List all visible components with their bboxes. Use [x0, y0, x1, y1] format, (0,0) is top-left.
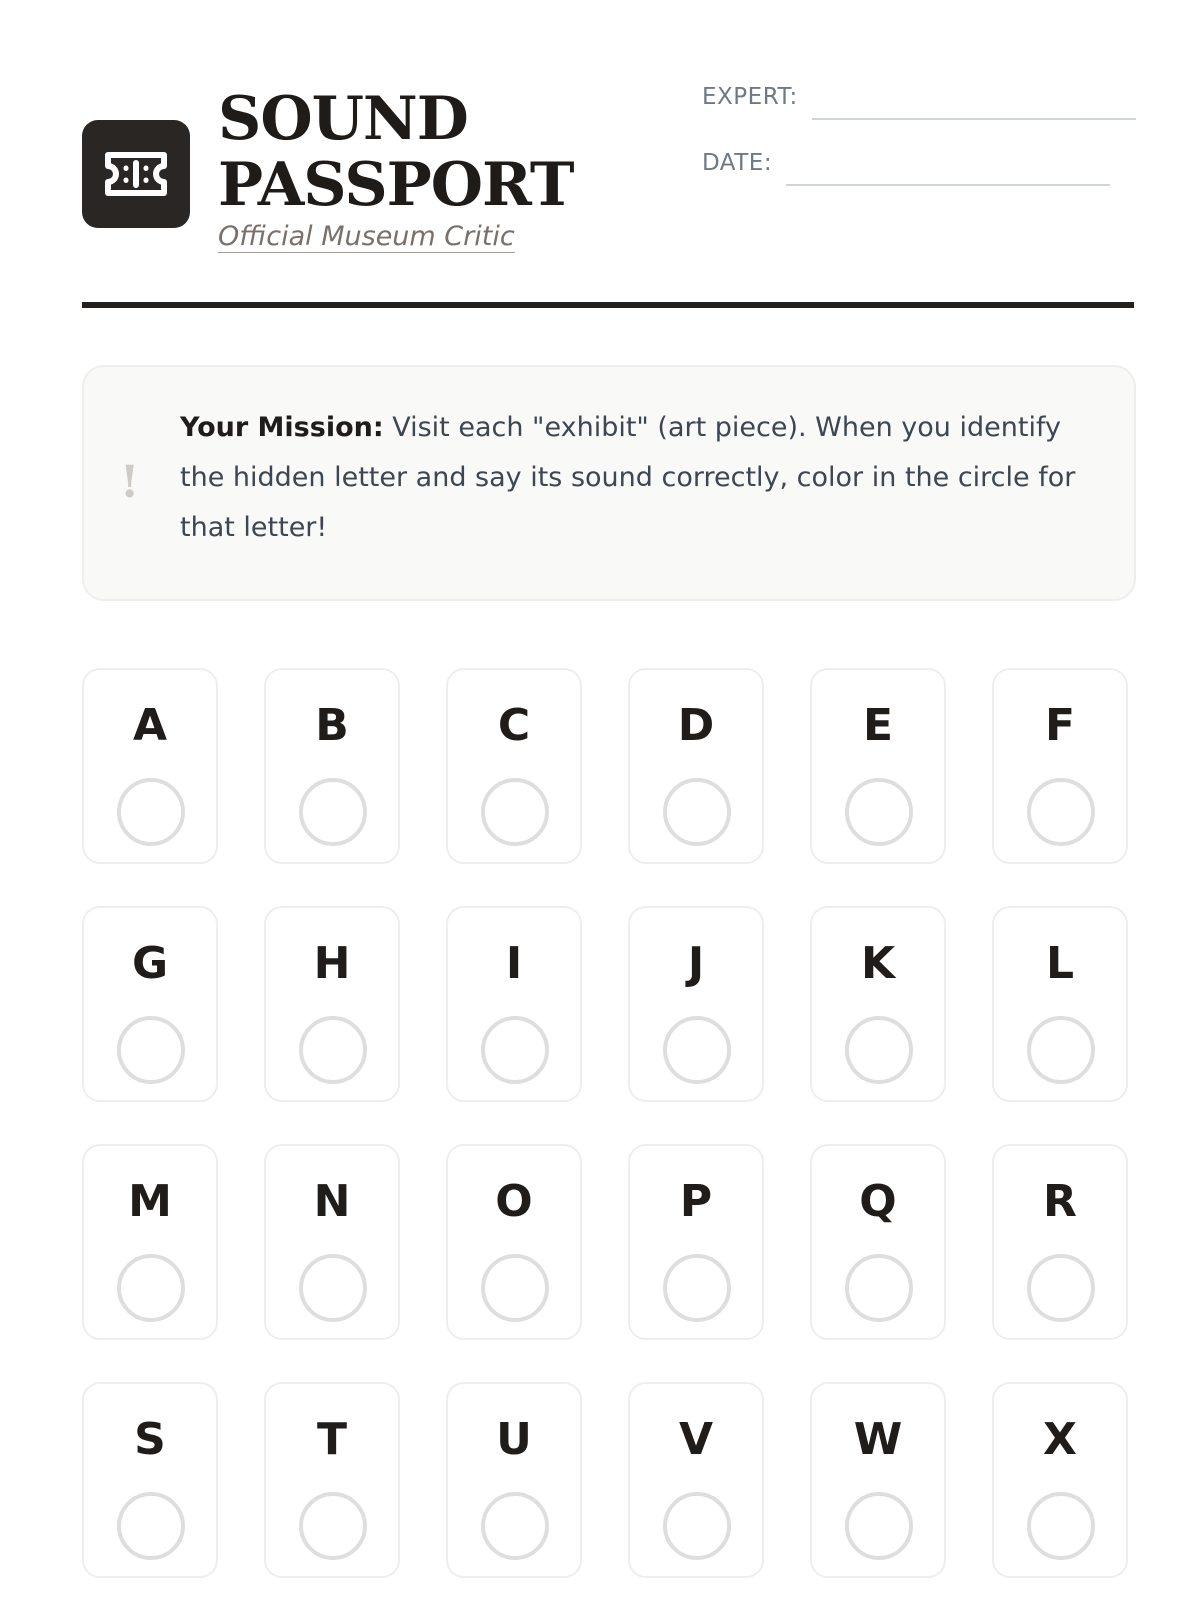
ticket-icon	[104, 151, 168, 197]
mission-text	[180, 403, 1080, 553]
color-in-circle[interactable]	[117, 1492, 185, 1560]
letter-label: H	[313, 938, 351, 989]
letter-card	[82, 906, 218, 1102]
letter-card	[992, 668, 1128, 864]
color-in-circle[interactable]	[481, 1254, 549, 1322]
letter-card	[810, 1382, 946, 1578]
color-in-circle[interactable]	[845, 1254, 913, 1322]
color-in-circle[interactable]	[663, 1254, 731, 1322]
letter-label: A	[132, 700, 168, 751]
page-subtitle: Official Museum Critic	[218, 221, 515, 252]
letter-label: L	[1045, 938, 1075, 989]
letter-card	[82, 1144, 218, 1340]
letter-card	[628, 1382, 764, 1578]
color-in-circle[interactable]	[481, 1492, 549, 1560]
mission-box	[82, 365, 1136, 601]
color-in-circle[interactable]	[1027, 1016, 1095, 1084]
color-in-circle[interactable]	[663, 1016, 731, 1084]
color-in-circle[interactable]	[845, 1492, 913, 1560]
letter-card	[446, 1144, 582, 1340]
page-title-line-2: PASSPORT	[218, 150, 574, 220]
color-in-circle[interactable]	[117, 1254, 185, 1322]
color-in-circle[interactable]	[299, 778, 367, 846]
color-in-circle[interactable]	[663, 778, 731, 846]
letter-label: R	[1043, 1176, 1077, 1227]
exclamation-icon: !	[120, 457, 140, 508]
color-in-circle[interactable]	[299, 1254, 367, 1322]
letter-card	[992, 906, 1128, 1102]
color-in-circle[interactable]	[1027, 1492, 1095, 1560]
letter-card	[264, 668, 400, 864]
page-title-line-1: SOUND	[218, 84, 468, 154]
letter-card	[264, 1144, 400, 1340]
color-in-circle[interactable]	[117, 778, 185, 846]
letter-label: P	[679, 1176, 713, 1227]
letter-card	[810, 668, 946, 864]
letter-label: G	[131, 938, 169, 989]
color-in-circle[interactable]	[845, 1016, 913, 1084]
mission-label: Your Mission:	[180, 412, 384, 443]
color-in-circle[interactable]	[481, 1016, 549, 1084]
letter-label: U	[496, 1414, 532, 1465]
letter-card	[810, 1144, 946, 1340]
letter-card	[628, 668, 764, 864]
letter-label: I	[505, 938, 523, 989]
letter-label: J	[687, 938, 705, 989]
letter-label: K	[860, 938, 896, 989]
color-in-circle[interactable]	[1027, 1254, 1095, 1322]
expert-label: EXPERT:	[702, 84, 798, 110]
expert-field[interactable]	[702, 82, 1136, 112]
letter-label: W	[853, 1414, 903, 1465]
color-in-circle[interactable]	[663, 1492, 731, 1560]
letter-label: X	[1043, 1414, 1077, 1465]
color-in-circle[interactable]	[117, 1016, 185, 1084]
passport-header	[82, 80, 1134, 308]
title-block	[218, 86, 618, 253]
color-in-circle[interactable]	[299, 1016, 367, 1084]
letter-card	[446, 906, 582, 1102]
letter-label: M	[128, 1176, 172, 1227]
letter-label: B	[315, 700, 349, 751]
date-write-line[interactable]	[786, 184, 1110, 186]
letter-card	[264, 1382, 400, 1578]
mission-body: Visit each "exhibit" (art piece). When you identify the hidden letter and say its sound correctly, color in the circle for that letter!	[180, 412, 1076, 543]
letter-label: D	[677, 700, 715, 751]
letter-label: F	[1044, 700, 1076, 751]
color-in-circle[interactable]	[845, 778, 913, 846]
logo-badge	[82, 120, 190, 228]
date-field[interactable]	[702, 148, 1110, 178]
letter-card	[264, 906, 400, 1102]
letter-card	[82, 1382, 218, 1578]
letter-card	[446, 668, 582, 864]
letter-label: E	[862, 700, 894, 751]
letter-label: Q	[859, 1176, 897, 1227]
letter-card	[992, 1382, 1128, 1578]
letter-label: N	[313, 1176, 351, 1227]
letter-card	[82, 668, 218, 864]
letter-grid	[82, 668, 1134, 1578]
letter-label: S	[134, 1414, 166, 1465]
header-divider	[82, 302, 1134, 308]
date-label: DATE:	[702, 150, 773, 176]
letter-card	[810, 906, 946, 1102]
letter-label: C	[497, 700, 531, 751]
letter-card	[992, 1144, 1128, 1340]
letter-card	[446, 1382, 582, 1578]
color-in-circle[interactable]	[481, 778, 549, 846]
letter-card	[628, 1144, 764, 1340]
letter-label: O	[495, 1176, 533, 1227]
letter-label: T	[316, 1414, 347, 1465]
letter-card	[628, 906, 764, 1102]
expert-write-line[interactable]	[812, 118, 1136, 120]
color-in-circle[interactable]	[1027, 778, 1095, 846]
color-in-circle[interactable]	[299, 1492, 367, 1560]
letter-label: V	[678, 1414, 714, 1465]
